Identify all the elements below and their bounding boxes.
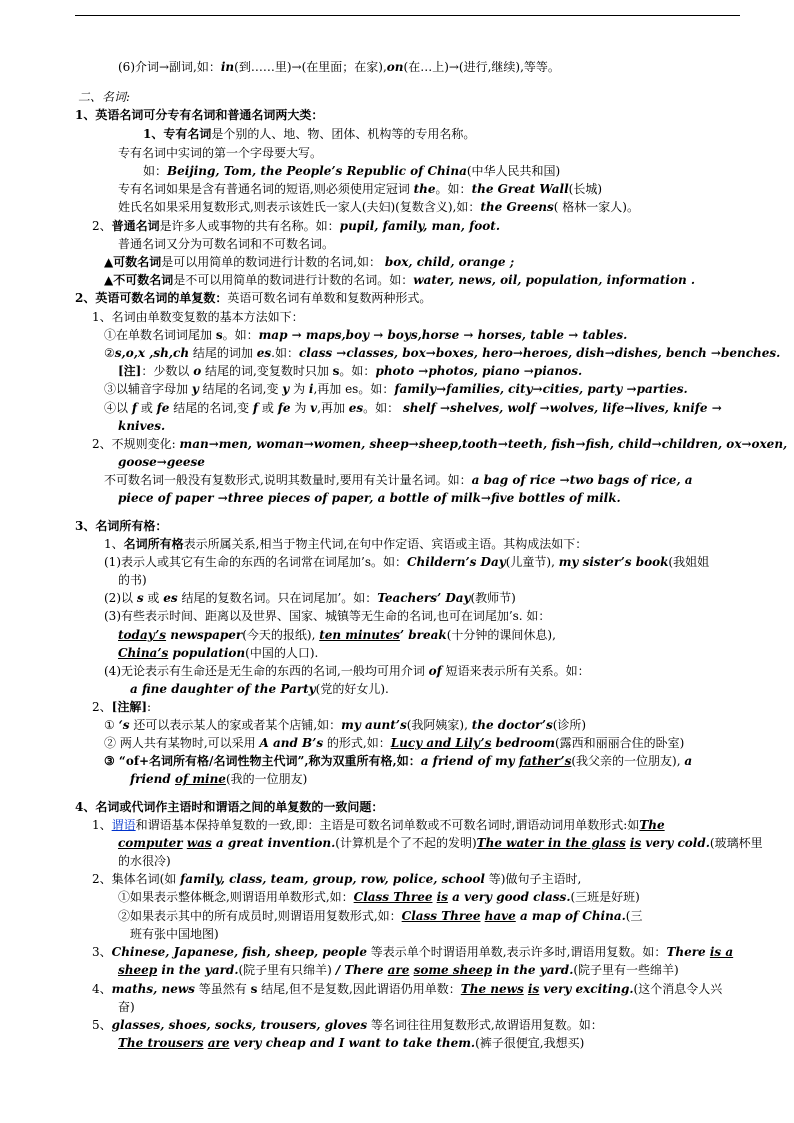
text-span: ②如果表示其中的所有成员时,则谓语用复数形式,如： <box>118 909 402 923</box>
text-line <box>118 454 205 470</box>
text-span: 是许多人或事物的共有名称。如： <box>159 219 340 233</box>
text-span: are <box>387 963 410 977</box>
text-line <box>104 590 516 606</box>
text-span: population <box>168 646 246 660</box>
text-span: my sister’s book <box>558 555 669 569</box>
text-span: on <box>386 60 404 74</box>
text-span: (院子里有只绵羊) <box>238 963 336 977</box>
text-span: 或 <box>143 591 164 605</box>
text-span: (三班是好班) <box>570 890 640 904</box>
text-span: 2、 <box>92 219 112 233</box>
text-span: 是可以用简单的数词进行计数的名词,如： <box>161 255 385 269</box>
text-span: in <box>220 60 235 74</box>
text-line <box>92 981 722 997</box>
text-span: 等虽然有 <box>194 982 251 996</box>
text-span: ‘s <box>118 718 130 732</box>
text-span: 等表示单个时谓语用单数,表示许多时,谓语用复数。如： <box>366 945 667 959</box>
text-span: Class Three <box>353 890 433 904</box>
text-span: ③ “of+名词所有格/名词性物主代词”,称为双重所有格,如： <box>104 754 421 768</box>
text-line <box>118 490 621 506</box>
text-span: Chinese, Japanese, fish, sheep, people <box>111 945 367 959</box>
text-span: 5、 <box>92 1018 112 1032</box>
text-line <box>118 999 135 1015</box>
text-span: newspaper <box>166 628 243 642</box>
text-span: 表示所属关系,相当于物主代词,在句中作定语、宾语或主语。其构成法如下： <box>183 537 588 551</box>
text-span: have <box>484 909 516 923</box>
text-span: map → maps,boy → boys,horse → horses, table → tables. <box>258 328 628 342</box>
text-span: class →classes, box→boxes, hero→heroes, dish→dishes, bench →benches. <box>298 346 781 360</box>
text-line <box>118 363 582 379</box>
text-span: es <box>163 591 178 605</box>
text-span: 等)做句子主语时, <box>484 872 582 886</box>
text-span: 3、 <box>92 945 112 959</box>
text-line <box>104 735 684 751</box>
header-rule <box>75 15 740 16</box>
text-span: is <box>527 982 540 996</box>
text-span: the Great Wall <box>471 182 569 196</box>
text-span: s <box>332 364 340 378</box>
text-span: ▲可数名词 <box>104 255 162 269</box>
text-span: 结尾的名词,变 <box>198 382 283 396</box>
text-span: .如： <box>271 346 299 360</box>
text-line <box>75 107 323 123</box>
text-span: i <box>308 382 314 396</box>
text-span: (这个消息令人兴 <box>633 982 723 996</box>
text-span: 4、 <box>92 982 112 996</box>
text-span: 名词所有格 <box>123 537 184 551</box>
text-span: 1、专有名词 <box>143 127 212 141</box>
text-span: a map of China. <box>515 909 626 923</box>
text-span: computer <box>118 836 183 850</box>
text-span: 1、 <box>92 818 112 832</box>
text-span: ,再加 <box>317 401 349 415</box>
text-span: Lucy and Lily’s <box>390 736 492 750</box>
text-line <box>92 871 581 887</box>
text-line <box>118 145 322 161</box>
text-span: 的水很冷) <box>118 854 171 868</box>
text-line <box>118 59 560 75</box>
text-span: glasses, shoes, socks, trousers, gloves <box>111 1018 368 1032</box>
text-span: a bag of rice →two bags of rice, a <box>471 473 693 487</box>
text-span: (我的一位朋友) <box>225 772 308 786</box>
text-span: in the yard. <box>157 963 239 977</box>
text-span: (露西和丽丽合住的卧室) <box>554 736 685 750</box>
text-span: today’s <box>118 628 167 642</box>
text-span: fe <box>277 401 291 415</box>
text-span: (三 <box>625 909 643 923</box>
text-span: piece of paper →three pieces of paper, a bottle of milk→five bottles of milk. <box>118 491 621 505</box>
text-line <box>104 753 692 769</box>
text-span: 还可以表示某人的家或者某个店铺,如： <box>129 718 342 732</box>
text-span: 二、名词: <box>78 90 131 104</box>
text-span: man→men, woman→women, sheep→sheep,tooth→teeth, fish→fish, child→children, ox→oxen, <box>179 437 788 451</box>
text-span: Childern’s Day <box>406 555 506 569</box>
text-span: (我阿姨家), <box>406 718 472 732</box>
text-line <box>118 627 556 643</box>
text-line <box>92 436 787 452</box>
text-line <box>92 944 733 960</box>
text-line <box>104 327 627 343</box>
text-span: ( 格林一家人)。 <box>553 200 639 214</box>
text-span: A and B’s <box>259 736 324 750</box>
text-span: my aunt’s <box>341 718 407 732</box>
text-line <box>92 699 151 715</box>
text-line <box>104 663 590 679</box>
text-span: [注] <box>118 364 142 378</box>
text-span: 的书) <box>118 573 147 587</box>
text-span: Beijing, Tom, the People’s Republic of China <box>167 164 467 178</box>
text-span: are <box>207 1036 230 1050</box>
text-span: ’ break <box>399 628 447 642</box>
text-span: 和谓语基本保持单复数的一致,即：主语是可数名词单数或不可数名词时,谓语动词用单数形式:如 <box>135 818 640 832</box>
text-span: 或 <box>258 401 278 415</box>
text-span: 不可数名词一般没有复数形式,说明其数量时,要用有关计量名词。如： <box>104 473 472 487</box>
text-line <box>75 518 167 534</box>
text-span: a great invention. <box>211 836 336 850</box>
text-line <box>118 236 334 252</box>
text-span: is a <box>709 945 734 959</box>
hyperlink[interactable]: 谓语 <box>111 818 136 832</box>
text-span: 专有名词如果是含有普通名词的短语,则必须使用定冠词 <box>118 182 414 196</box>
text-span: shelf →shelves, wolf →wolves, life→lives, knife → <box>402 401 722 415</box>
text-span: friend <box>130 772 175 786</box>
text-span: ①如果表示整体概念,则谓语用单数形式,如： <box>118 890 354 904</box>
text-span: 4、名词或代词作主语时和谓语之间的单复数的一致问题： <box>75 800 384 814</box>
text-span: 。如： <box>435 182 472 196</box>
text-span: 英语可数名词有单数和复数两种形式。 <box>227 291 432 305</box>
text-span: (中华人民共和国) <box>466 164 561 178</box>
text-span: s,o,x ,sh,ch <box>114 346 190 360</box>
text-span: ①在单数名词词尾加 <box>104 328 216 342</box>
text-span: (4)无论表示有生命还是无生命的东西的名词,一般均可用介词 <box>104 664 429 678</box>
text-span: 的形式,如： <box>323 736 391 750</box>
text-span: 是个别的人、地、物、团体、机构等的专用名称。 <box>211 127 476 141</box>
text-span: sheep <box>118 963 158 977</box>
text-span: (院子里有一些绵羊) <box>573 963 679 977</box>
text-span: is <box>436 890 448 904</box>
text-span: (2)以 <box>104 591 137 605</box>
text-span: 或 <box>137 401 157 415</box>
text-line <box>104 400 722 416</box>
text-line <box>92 218 500 234</box>
text-span: The trousers <box>118 1036 204 1050</box>
text-line <box>104 536 587 552</box>
text-span: 如： <box>143 164 168 178</box>
text-span: 结尾的复数名词。只在词尾加’。如： <box>177 591 378 605</box>
text-span: y <box>282 382 290 396</box>
text-span: (1)表示人或其它有生命的东西的名词常在词尾加’s。如： <box>104 555 407 569</box>
text-span: s <box>136 591 144 605</box>
text-line <box>104 272 695 288</box>
text-span: ② <box>104 346 115 360</box>
text-span: ：少数以 <box>141 364 194 378</box>
text-span: (裤子很便宜,我想买) <box>475 1036 585 1050</box>
text-line <box>118 962 679 978</box>
text-span: o <box>193 364 202 378</box>
text-span: 是不可以用简单的数词进行计数的名词。如： <box>173 273 414 287</box>
text-line <box>118 645 318 661</box>
text-span: : <box>147 700 152 714</box>
text-line <box>104 608 550 624</box>
text-line <box>143 126 475 142</box>
text-line <box>118 1035 584 1051</box>
text-line <box>104 717 586 733</box>
text-span: The water in the glass <box>476 836 626 850</box>
text-span: 姓氏名如果采用复数形式,则表示该姓氏一家人(夫妇)(复数含义),如： <box>118 200 481 214</box>
text-span: 普通名词又分为可数名词和不可数名词。 <box>118 237 335 251</box>
text-span: 。如： <box>339 364 376 378</box>
text-span: es <box>256 346 272 360</box>
text-line <box>118 181 602 197</box>
text-span: maths, news <box>111 982 195 996</box>
text-span: 2、英语可数名词的单复数： <box>75 291 228 305</box>
text-span: very cheap and I want to take them. <box>229 1036 476 1050</box>
text-span: 班有张中国地图) <box>130 927 219 941</box>
text-span: 短语来表示所有关系。如： <box>441 664 590 678</box>
text-span: the <box>413 182 436 196</box>
text-span: y <box>191 382 199 396</box>
text-span: 为 <box>290 401 311 415</box>
text-span: (诊所) <box>552 718 587 732</box>
text-span: photo →photos, piano →pianos. <box>375 364 583 378</box>
text-line <box>143 163 560 179</box>
text-span: 结尾的词加 <box>189 346 257 360</box>
text-line <box>78 89 130 105</box>
text-span: (玻璃杯里 <box>709 836 763 850</box>
text-span: 1、名词由单数变复数的基本方法如下： <box>92 310 304 324</box>
text-span: knives. <box>118 419 166 433</box>
text-line <box>118 853 171 869</box>
text-span: goose→geese <box>118 455 205 469</box>
text-span: (3)有些表示时间、距离以及世界、国家、城镇等无生命的名词,也可在词尾加’s. 如： <box>104 609 551 623</box>
text-span: (儿童节), <box>505 555 559 569</box>
text-span: (党的好女儿). <box>315 682 389 696</box>
text-span: family→families, city→cities, party →parties. <box>394 382 688 396</box>
text-span: is <box>629 836 642 850</box>
text-span: very exciting. <box>539 982 634 996</box>
text-span: f <box>252 401 259 415</box>
text-span: 奋) <box>118 1000 135 1014</box>
text-line <box>104 254 514 270</box>
text-span: 。如： <box>363 401 403 415</box>
text-span: / There <box>335 963 388 977</box>
text-line <box>130 771 307 787</box>
text-span: ▲不可数名词 <box>104 273 174 287</box>
text-span: was <box>186 836 212 850</box>
text-line <box>118 908 642 924</box>
text-line <box>104 554 709 570</box>
text-span: The news <box>460 982 524 996</box>
text-span: s <box>215 328 223 342</box>
text-span: ② 两人共有某物时,可以采用 <box>104 736 260 750</box>
text-line <box>118 199 639 215</box>
text-span: There <box>666 945 710 959</box>
text-span: 为 <box>289 382 309 396</box>
text-line <box>130 926 219 942</box>
text-line <box>104 472 693 488</box>
text-span: (到……里)→(在里面；在家), <box>234 60 387 74</box>
text-span: (我姐姐 <box>668 555 710 569</box>
text-span: s <box>250 982 258 996</box>
text-span: 结尾的词,变复数时只加 <box>201 364 333 378</box>
text-line <box>118 889 640 905</box>
text-span: (中国的人口). <box>245 646 319 660</box>
text-span: a friend of my <box>420 754 519 768</box>
text-span: the Greens <box>480 200 554 214</box>
text-span: ① <box>104 718 119 732</box>
text-span: The <box>639 818 665 832</box>
text-line <box>118 572 147 588</box>
text-span: 结尾的名词,变 <box>169 401 253 415</box>
text-span: (长城) <box>568 182 603 196</box>
text-span: 3、名词所有格： <box>75 519 168 533</box>
text-span: ten minutes <box>319 628 400 642</box>
text-span: in the yard. <box>492 963 574 977</box>
text-span: box, child, orange ; <box>384 255 515 269</box>
text-span: bedroom <box>491 736 555 750</box>
text-span: ,再加 es。如： <box>313 382 395 396</box>
text-span: 。如： <box>222 328 259 342</box>
text-span: es <box>348 401 364 415</box>
text-span: (6)介词→副词,如： <box>118 60 221 74</box>
text-span: a fine daughter of the Party <box>130 682 316 696</box>
text-span: 1、 <box>104 537 124 551</box>
text-line <box>92 817 665 833</box>
text-span: the doctor’s <box>471 718 553 732</box>
text-span: [注解] <box>111 700 147 714</box>
text-line <box>104 381 688 397</box>
text-span: pupil, family, man, foot. <box>339 219 501 233</box>
text-line <box>118 418 165 434</box>
text-span: China’s <box>118 646 169 660</box>
text-span: of <box>428 664 442 678</box>
text-span: a very good class. <box>447 890 571 904</box>
text-span: (我父亲的一位朋友), <box>571 754 685 768</box>
text-span: very cold. <box>641 836 710 850</box>
text-span: father’s <box>518 754 572 768</box>
text-span: fe <box>156 401 170 415</box>
text-line <box>75 799 383 815</box>
text-span: 2、集体名词(如 <box>92 872 181 886</box>
text-span: (十分钟的课间休息), <box>446 628 556 642</box>
text-line <box>75 290 431 306</box>
text-line <box>118 835 763 851</box>
text-span: a <box>684 754 693 768</box>
text-span: of mine <box>174 772 226 786</box>
text-span: (在…上)→(进行,继续),等等。 <box>403 60 560 74</box>
text-line <box>92 309 304 325</box>
text-span: f <box>131 401 137 415</box>
text-span: v <box>310 401 318 415</box>
text-span: 2、 <box>92 700 112 714</box>
text-span: 结尾,但不是复数,因此谓语仍用单数： <box>257 982 461 996</box>
text-span: 普通名词 <box>111 219 160 233</box>
text-span: Class Three <box>401 909 481 923</box>
text-span: 等名词往往用复数形式,故谓语用复数。如： <box>367 1018 603 1032</box>
text-span: water, news, oil, population, information . <box>413 273 696 287</box>
text-span: 1、英语名词可分专有名词和普通名词两大类： <box>75 108 324 122</box>
text-span: ③以辅音字母加 <box>104 382 192 396</box>
text-line <box>92 1017 603 1033</box>
text-span: family, class, team, group, row, police, school <box>180 872 485 886</box>
text-span: (今天的报纸), <box>242 628 320 642</box>
text-line <box>104 345 780 361</box>
text-span: (教师节) <box>470 591 516 605</box>
text-span: (计算机是个了不起的发明) <box>335 836 477 850</box>
text-span: Teachers’ Day <box>377 591 471 605</box>
text-span: ④以 <box>104 401 132 415</box>
text-span: 专有名词中实词的第一个字母要大写。 <box>118 146 323 160</box>
text-line <box>130 681 389 697</box>
text-span: 2、不规则变化: <box>92 437 180 451</box>
text-span: some sheep <box>413 963 493 977</box>
